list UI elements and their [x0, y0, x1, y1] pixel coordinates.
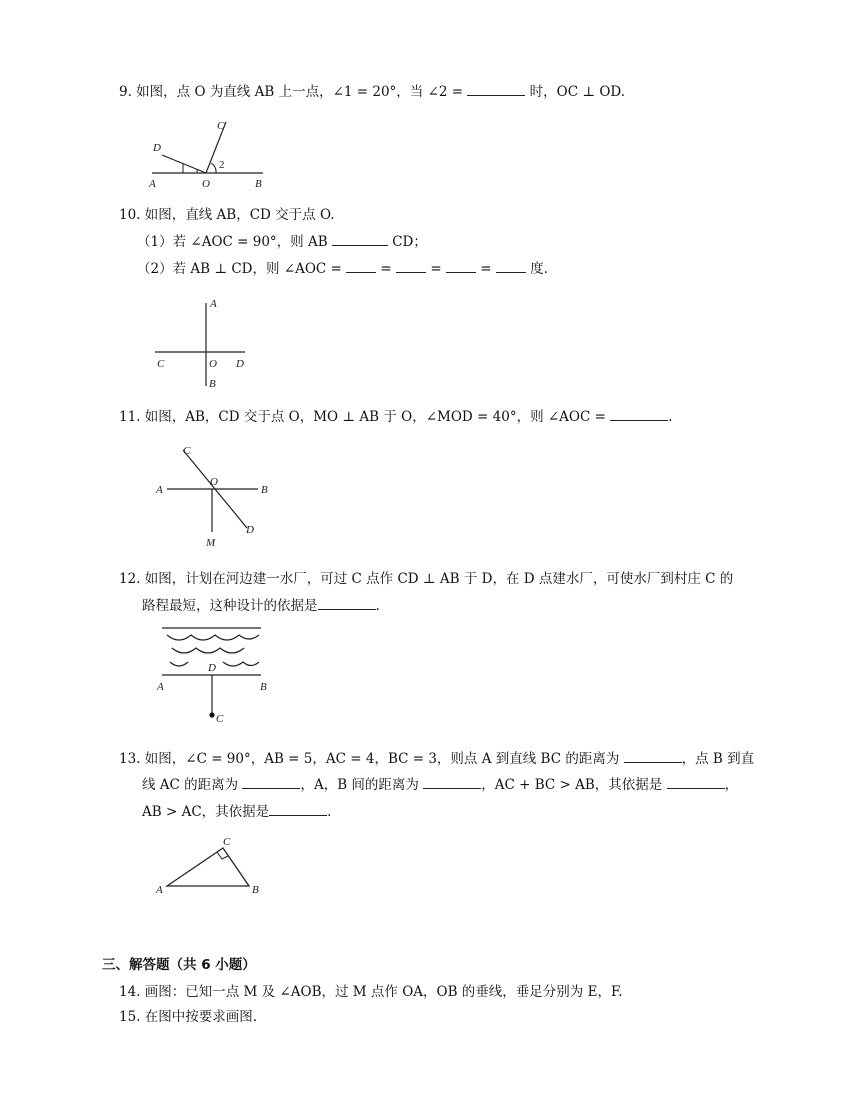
svg-text:A: A: [157, 681, 164, 693]
q9-blank: [467, 81, 525, 96]
q10-part1: （1）若 ∠AOC = 90°，则 AB CD；: [137, 231, 427, 251]
svg-text:C: C: [157, 358, 165, 370]
q13-blank4: [667, 774, 725, 789]
q15-text: 15. 在图中按要求画图.: [119, 1009, 258, 1025]
svg-text:D: D: [246, 524, 254, 536]
q13-blank1: [624, 748, 682, 763]
q10-blank4: [446, 258, 476, 273]
q11-figure: [150, 440, 280, 552]
svg-text:O: O: [202, 178, 210, 190]
svg-text:B: B: [252, 884, 259, 896]
svg-text:D: D: [208, 662, 216, 674]
q10-blank5: [496, 258, 526, 273]
q10-blank1: [332, 231, 388, 246]
svg-text:A: A: [156, 884, 163, 896]
svg-text:C: C: [216, 713, 224, 725]
q12-figure: [150, 620, 275, 730]
q13-figure: [150, 830, 275, 900]
q10-figure: [145, 293, 265, 393]
svg-text:M: M: [206, 537, 216, 549]
q13-line2: 线 AC 的距离为 ，A，B 间的距离为 ，AC + BC > AB，其依据是 ，: [142, 774, 738, 794]
q9-figure: [145, 115, 275, 195]
svg-text:C: C: [183, 445, 191, 457]
q13-blank5: [269, 801, 327, 816]
q10-blank2: [346, 258, 376, 273]
q12-line1: 12. 如图，计划在河边建一水厂，可过 C 点作 CD ⊥ AB 于 D，在 D 点建水厂，可使水厂到村庄 C 的: [119, 571, 734, 587]
q9-text: 9. 如图，点 O 为直线 AB 上一点，∠1 = 20°，当 ∠2 = 时，OC ⊥ OD.: [119, 81, 625, 101]
q14-text: 14. 画图：已知一点 M 及 ∠AOB，过 M 点作 OA，OB 的垂线，垂足分别为 E，F.: [119, 984, 623, 1000]
q13-line1: 13. 如图，∠C = 90°，AB = 5，AC = 4，BC = 3，则点 A 到直线 BC 的距离为 ，点 B 到直: [119, 748, 754, 768]
svg-text:D: D: [153, 142, 161, 154]
q12-line2: 路程最短，这种设计的依据是 .: [142, 595, 380, 615]
q10-blank3: [396, 258, 426, 273]
q11-blank: [610, 406, 668, 421]
svg-text:A: A: [210, 298, 217, 310]
q11-text: 11. 如图，AB，CD 交于点 O，MO ⊥ AB 于 O，∠MOD = 40°，则 ∠AOC = .: [119, 406, 673, 426]
svg-text:2: 2: [219, 159, 225, 171]
q10-part2: （2）若 AB ⊥ CD，则 ∠AOC = = = = 度.: [137, 258, 548, 278]
q12-blank: [318, 595, 376, 610]
svg-text:O: O: [210, 476, 218, 488]
q13-blank2: [242, 774, 300, 789]
svg-text:C: C: [223, 836, 231, 848]
svg-text:B: B: [260, 681, 267, 693]
q13-line3: AB > AC，其依据是 .: [142, 801, 331, 821]
svg-text:B: B: [255, 178, 262, 190]
q10-stem: 10. 如图，直线 AB，CD 交于点 O.: [119, 207, 335, 223]
svg-text:O: O: [209, 358, 217, 370]
svg-text:B: B: [261, 484, 268, 496]
svg-text:A: A: [149, 178, 156, 190]
section-title: 三、解答题（共 6 小题）: [102, 957, 256, 973]
svg-text:D: D: [236, 358, 244, 370]
svg-text:A: A: [156, 484, 163, 496]
svg-text:B: B: [209, 378, 216, 390]
svg-text:C: C: [217, 120, 225, 132]
q13-blank3: [423, 774, 481, 789]
